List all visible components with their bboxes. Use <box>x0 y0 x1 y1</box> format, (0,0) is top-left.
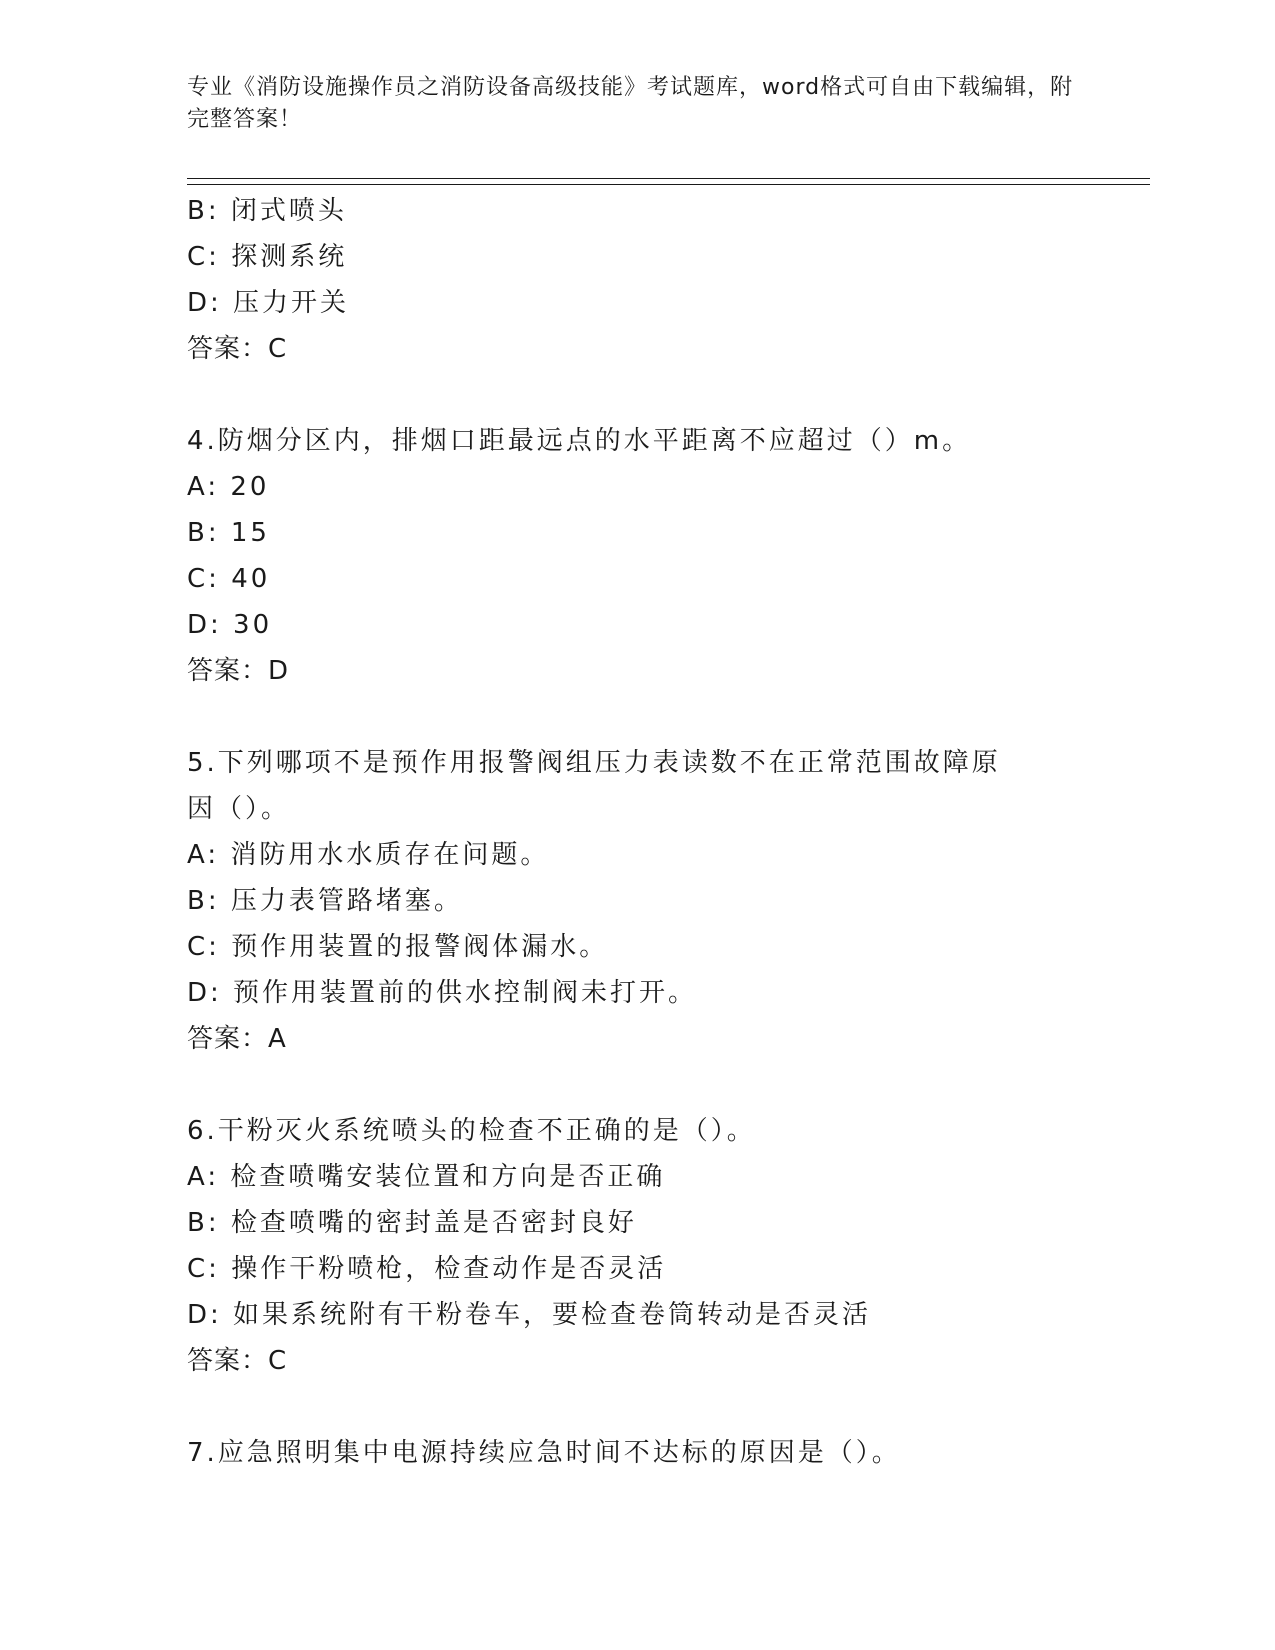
option-d: D: 如果系统附有干粉卷车，要检查卷筒转动是否灵活 <box>187 1300 872 1330</box>
option-c: C: 预作用装置的报警阀体漏水。 <box>187 932 609 962</box>
question-5 <box>187 740 1087 1062</box>
answer-line: 答案：C <box>187 1346 288 1376</box>
option-b: B: 检查喷嘴的密封盖是否密封良好 <box>187 1208 637 1238</box>
question-6 <box>187 1108 1087 1384</box>
document-header: 专业《消防设施操作员之消防设备高级技能》考试题库，word格式可自由下载编辑，附完整答案！ <box>187 75 1074 132</box>
question-stem: 5.下列哪项不是预作用报警阀组压力表读数不在正常范围故障原因（）。 <box>187 748 1001 824</box>
option-c: C: 探测系统 <box>187 242 348 272</box>
answer-line: 答案：A <box>187 1024 287 1054</box>
header-divider <box>187 178 1150 185</box>
question-3 <box>187 188 1087 372</box>
option-b: B: 闭式喷头 <box>187 196 347 226</box>
option-a: A: 检查喷嘴安装位置和方向是否正确 <box>187 1162 666 1192</box>
option-c: C: 操作干粉喷枪，检查动作是否灵活 <box>187 1254 667 1284</box>
option-d: D: 30 <box>187 610 273 640</box>
option-d: D: 压力开关 <box>187 288 350 318</box>
option-a: A: 20 <box>187 472 270 502</box>
answer-line: 答案：C <box>187 334 288 364</box>
option-d: D: 预作用装置前的供水控制阀未打开。 <box>187 978 698 1008</box>
question-list <box>187 188 1087 1476</box>
question-4 <box>187 418 1087 694</box>
option-b: B: 压力表管路堵塞。 <box>187 886 463 916</box>
option-c: C: 40 <box>187 564 271 594</box>
question-7 <box>187 1430 1087 1476</box>
question-stem: 6.干粉灭火系统喷头的检查不正确的是（）。 <box>187 1116 756 1146</box>
option-a: A: 消防用水水质存在问题。 <box>187 840 550 870</box>
option-b: B: 15 <box>187 518 270 548</box>
answer-line: 答案：D <box>187 656 290 686</box>
question-stem: 4.防烟分区内，排烟口距最远点的水平距离不应超过（）m。 <box>187 426 972 456</box>
question-stem: 7.应急照明集中电源持续应急时间不达标的原因是（）。 <box>187 1438 901 1468</box>
